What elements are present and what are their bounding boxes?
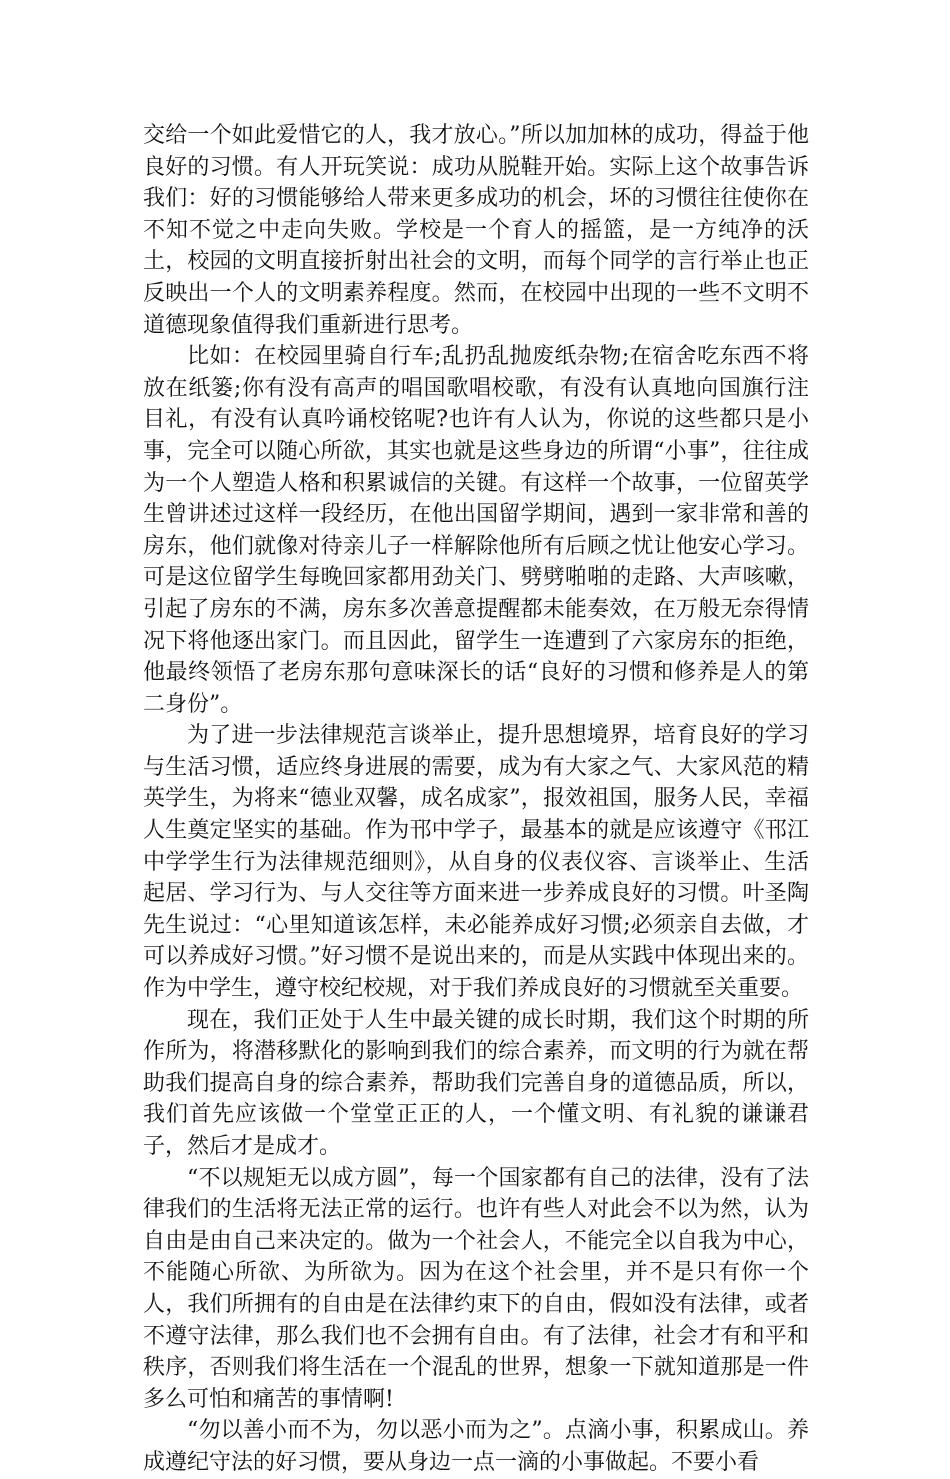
paragraph-5: “不以规矩无以成方圆”，每一个国家都有自己的法律，没有了法律我们的生活将无法正常的运行。也许有些人对此会不以为然，认为自由是由自己来决定的。做为一个社会人，不能完全以自我为中心，不能随心所欲、为所欲为。因为在这个社会里，并不是只有你一个人，我们所拥有的自由是在法律约束下的自由，假如没有法律，或者不遵守法律，那么我们也不会拥有自由。有了法律，社会才有和平和秩序，否则我们将生活在一个混乱的世界，想象一下就知道那是一件多么可怕和痛苦的事情啊! xyxy=(143,1165,809,1412)
paragraph-2: 比如：在校园里骑自行车;乱扔乱抛废纸杂物;在宿舍吃东西不将放在纸篓;你有没有高声的唱国歌唱校歌，有没有认真地向国旗行注目礼，有没有认真吟诵校铭呢?也许有人认为，你说的这些都只是小事，完全可以随心所欲，其实也就是这些身边的所谓“小事”，往往成为一个人塑造人格和积累诚信的关键。有这样一个故事，一位留英学生曾讲述过这样一段经历，在他出国留学期间，遇到一家非常和善的房东，他们就像对待亲儿子一样解除他所有后顾之忧让他安心学习。可是这位留学生每晚回家都用劲关门、劈劈啪啪的走路、大声咳嗽，引起了房东的不满，房东多次善意提醒都未能奏效，在万般无奈得情况下将他逐出家门。而且因此，留学生一连遭到了六家房东的拒绝，他最终领悟了老房东那句意味深长的话“良好的习惯和修养是人的第二身份”。 xyxy=(143,344,809,717)
paragraph-6: “勿以善小而不为，勿以恶小而为之”。点滴小事，积累成山。养成遵纪守法的好习惯，要从身边一点一滴的小事做起。不要小看 xyxy=(143,1418,809,1475)
paragraph-1: 交给一个如此爱惜它的人，我才放心。”所以加加林的成功，得益于他良好的习惯。有人开玩笑说：成功从脱鞋开始。实际上这个故事告诉我们：好的习惯能够给人带来更多成功的机会，坏的习惯往往使你在不知不觉之中走向失败。学校是一个育人的摇篮，是一方纯净的沃土，校园的文明直接折射出社会的文明，而每个同学的言行举止也正反映出一个人的文明素养程度。然而，在校园中出现的一些不文明不道德现象值得我们重新进行思考。 xyxy=(143,123,809,338)
paragraph-4: 现在，我们正处于人生中最关键的成长时期，我们这个时期的所作所为，将潜移默化的影响到我们的综合素养，而文明的行为就在帮助我们提高自身的综合素养，帮助我们完善自身的道德品质，所以，我们首先应该做一个堂堂正正的人，一个懂文明、有礼貌的谦谦君子，然后才是成才。 xyxy=(143,1007,809,1159)
document-body xyxy=(143,120,809,1479)
paragraph-3: 为了进一步法律规范言谈举止，提升思想境界，培育良好的学习与生活习惯，适应终身进展的需要，成为有大家之气、大家风范的精英学生，为将来“德业双馨，成名成家”，报效祖国，服务人民，幸福人生奠定坚实的基础。作为邗中学子，最基本的就是应该遵守《邗江中学学生行为法律规范细则》，从自身的仪表仪容、言谈举止、生活起居、学习行为、与人交往等方面来进一步养成良好的习惯。叶圣陶先生说过：“心里知道该怎样，未必能养成好习惯;必须亲自去做，才可以养成好习惯。”好习惯不是说出来的，而是从实践中体现出来的。作为中学生，遵守校纪校规，对于我们养成良好的习惯就至关重要。 xyxy=(143,723,809,1002)
